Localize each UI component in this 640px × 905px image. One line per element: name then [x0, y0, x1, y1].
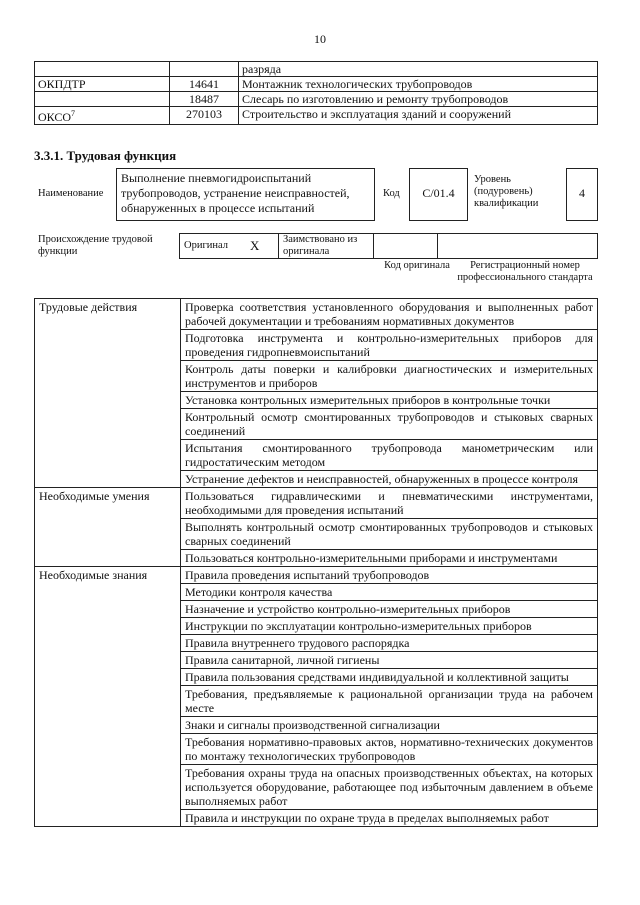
category-cell: Трудовые действия — [35, 299, 181, 488]
list-item: Правила санитарной, личной гигиены — [181, 652, 598, 669]
registration-number-cell — [438, 234, 598, 259]
origin-table — [179, 233, 598, 259]
origin-label: Происхождение трудовой функции — [38, 234, 153, 257]
list-item: Контрольный осмотр смонтированных трубопроводов и стыковых сварных соединений — [181, 409, 598, 440]
list-item: Требования нормативно-правовых актов, нормативно-технических документов по монтажу технологических трубопроводов — [181, 734, 598, 765]
list-item: Подготовка инструмента и контрольно-измерительных приборов для проведения гидропневмоиспытаний — [181, 330, 598, 361]
table-row — [35, 92, 598, 107]
list-item: Требования охраны труда на опасных производственных объектах, на которых используется оборудование, работающее под избыточным давлением в объеме выполняемых работ — [181, 765, 598, 810]
section-title: 3.3.1. Трудовая функция — [34, 148, 177, 163]
code-cell — [170, 62, 239, 77]
footnote-mark: 7 — [71, 109, 76, 118]
table-row — [35, 107, 598, 125]
function-name: Выполнение пневмогидроиспытаний трубопроводов, устранение неисправностей, обнаруженных в процессе испытаний — [116, 168, 375, 221]
classifier-cell — [35, 107, 170, 125]
table-row — [35, 62, 598, 77]
list-item: Знаки и сигналы производственной сигнализации — [181, 717, 598, 734]
table-row — [35, 567, 598, 584]
list-item: Требования, предъявляемые к рациональной организации труда на рабочем месте — [181, 686, 598, 717]
name-cell: разряда — [239, 62, 598, 77]
list-item: Инструкции по эксплуатации контрольно-измерительных приборов — [181, 618, 598, 635]
category-cell: Необходимые знания — [35, 567, 181, 827]
qualification-level: 4 — [566, 168, 598, 221]
code-cell: 18487 — [170, 92, 239, 107]
classifier-cell: ОКПДТР — [35, 77, 170, 92]
list-item: Правила проведения испытаний трубопроводов — [181, 567, 598, 584]
function-code: C/01.4 — [409, 168, 468, 221]
level-label: Уровень (подуровень) квалификации — [474, 174, 539, 209]
list-item: Правила и инструкции по охране труда в пределах выполняемых работ — [181, 810, 598, 827]
table-row — [180, 234, 598, 259]
code-label: Код — [383, 188, 400, 199]
name-cell: Монтажник технологических трубопроводов — [239, 77, 598, 92]
classifier-cell — [35, 92, 170, 107]
list-item: Правила пользования средствами индивидуальной и коллективной защиты — [181, 669, 598, 686]
list-item: Назначение и устройство контрольно-измерительных приборов — [181, 601, 598, 618]
code-caption: Код оригинала — [384, 260, 450, 271]
classifier-cell — [35, 62, 170, 77]
original-mark: X — [246, 234, 279, 259]
code-cell: 14641 — [170, 77, 239, 92]
list-item: Испытания смонтированного трубопровода манометрическим или гидростатическим методом — [181, 440, 598, 471]
original-code-cell — [374, 234, 438, 259]
borrowed-label: Заимствовано из оригинала — [279, 234, 374, 259]
list-item: Пользоваться гидравлическими и пневматическими инструментами, необходимыми для проведения испытаний — [181, 488, 598, 519]
table-row — [35, 299, 598, 330]
code-cell: 270103 — [170, 107, 239, 125]
list-item: Устранение дефектов и неисправностей, обнаруженных в процессе контроля — [181, 471, 598, 488]
name-cell: Слесарь по изготовлению и ремонту трубопроводов — [239, 92, 598, 107]
function-details-table — [34, 298, 598, 827]
list-item: Выполнять контрольный осмотр смонтированных трубопроводов и стыковых сварных соединений — [181, 519, 598, 550]
list-item: Проверка соответствия установленного оборудования и выполненных работ рабочей документации и требованиям нормативных документов — [181, 299, 598, 330]
table-row — [35, 77, 598, 92]
name-label: Наименование — [38, 188, 104, 199]
category-cell: Необходимые умения — [35, 488, 181, 567]
list-item: Контроль даты поверки и калибровки диагностических и измерительных инструментов и приборов — [181, 361, 598, 392]
list-item: Пользоваться контрольно-измерительными приборами и инструментами — [181, 550, 598, 567]
registration-caption: Регистрационный номер профессионального стандарта — [457, 260, 593, 283]
list-item: Правила внутреннего трудового распорядка — [181, 635, 598, 652]
table-row — [35, 488, 598, 519]
list-item: Установка контрольных измерительных приборов в контрольные точки — [181, 392, 598, 409]
list-item: Методики контроля качества — [181, 584, 598, 601]
page-number: 10 — [314, 32, 326, 46]
classifier-codes-table — [34, 61, 598, 125]
name-cell: Строительство и эксплуатация зданий и сооружений — [239, 107, 598, 125]
original-label: Оригинал — [180, 234, 247, 259]
classifier-name: ОКСО — [38, 110, 72, 124]
